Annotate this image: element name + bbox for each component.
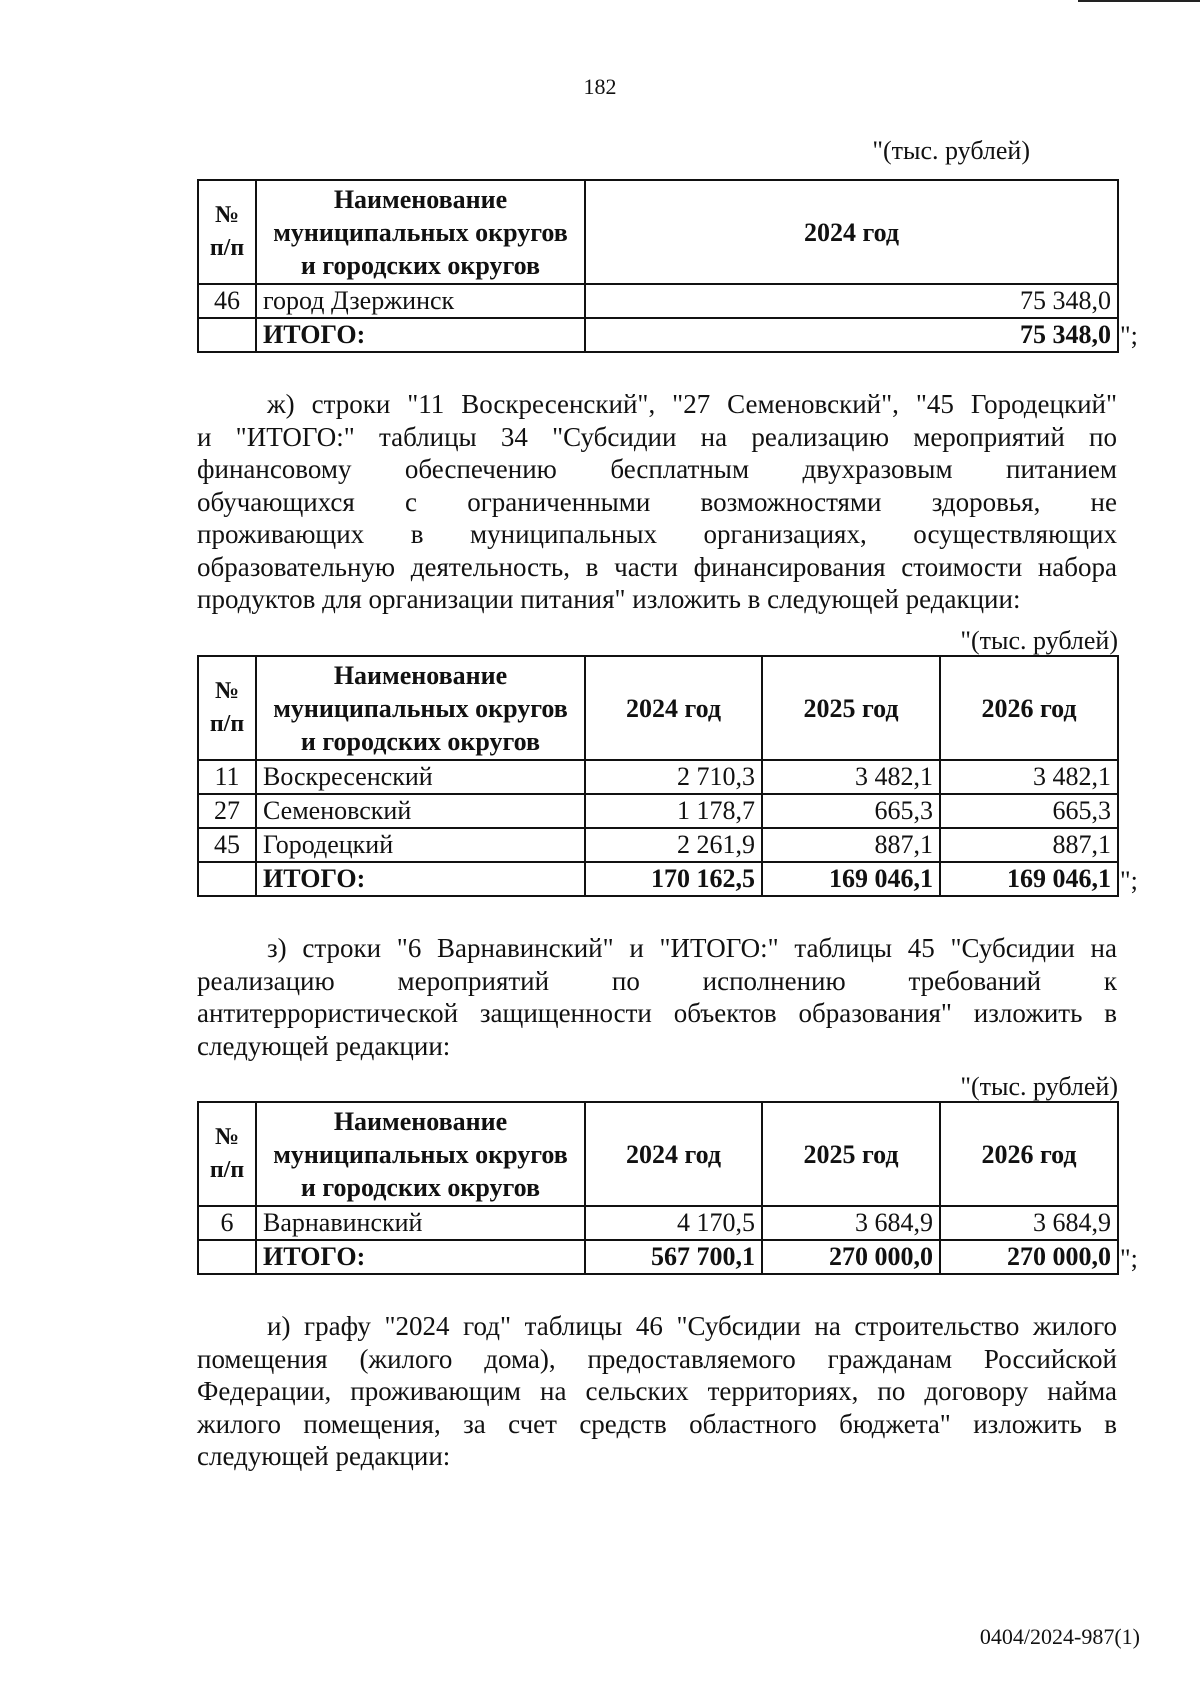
row-number: 45 (198, 828, 256, 862)
row-value-2024: 2 710,3 (585, 760, 762, 794)
row-name: Воскресенский (256, 760, 585, 794)
row-value-2024: 2 261,9 (585, 828, 762, 862)
paragraph-line: финансовому обеспечению бесплатным двухразовым питанием (197, 454, 1117, 484)
paragraph-line: и "ИТОГО:" таблицы 34 "Субсидии на реализацию мероприятий по (197, 421, 1117, 452)
paragraph-line: следующей редакции: (197, 1441, 451, 1471)
col-header-2025: 2025 год (762, 656, 940, 760)
row-name: Семеновский (256, 794, 585, 828)
table-total-row (198, 1240, 1118, 1274)
row-value-2025: 3 684,9 (762, 1206, 940, 1240)
paragraph-line: продуктов для организации питания" изложить в следующей редакции: (197, 584, 1021, 614)
total-label: ИТОГО: (256, 1240, 585, 1274)
paragraph-z (197, 932, 1117, 1062)
unit-label: "(тыс. рублей) (872, 136, 1030, 165)
total-value-2025: 270 000,0 (762, 1240, 940, 1274)
paragraph-zh (197, 388, 1117, 616)
paragraph-line: обучающихся с ограниченными возможностями здоровья, не (197, 486, 1117, 517)
col-header-no: № п/п (198, 1102, 256, 1206)
row-number: 46 (198, 284, 256, 318)
row-value-2024: 4 170,5 (585, 1206, 762, 1240)
paragraph-line: образовательную деятельность, в части финансирования стоимости набора (197, 551, 1117, 582)
row-value-2025: 665,3 (762, 794, 940, 828)
paragraph-line: и) графу "2024 год" таблицы 46 "Субсидии на строительство жилого (267, 1311, 1117, 1341)
paragraph-line: реализацию мероприятий по исполнению требований к (197, 965, 1117, 996)
col-header-2024: 2024 год (585, 180, 1118, 284)
col-header-2026: 2026 год (940, 1102, 1118, 1206)
quote-close: "; (1120, 1244, 1138, 1273)
empty-cell (198, 862, 256, 896)
total-value-2024: 75 348,0 (585, 318, 1118, 352)
table-34-nutrition (197, 655, 1119, 897)
corner-mark (1078, 0, 1200, 2)
page-number: 182 (583, 74, 617, 99)
row-name: Городецкий (256, 828, 585, 862)
total-value-2025: 169 046,1 (762, 862, 940, 896)
row-name: город Дзержинск (256, 284, 585, 318)
row-value-2026: 3 684,9 (940, 1206, 1118, 1240)
row-value-2025: 3 482,1 (762, 760, 940, 794)
table-46-dzerzhinsk (197, 179, 1119, 353)
paragraph-line: жилого помещения, за счет средств областного бюджета" изложить в (197, 1408, 1117, 1439)
unit-label: "(тыс. рублей) (960, 626, 1118, 655)
row-value-2026: 665,3 (940, 794, 1118, 828)
paragraph-line: антитеррористической защищенности объектов образования" изложить в (197, 998, 1117, 1028)
col-header-2024: 2024 год (585, 1102, 762, 1206)
table-45-antiterror (197, 1101, 1119, 1275)
row-number: 27 (198, 794, 256, 828)
col-header-name: Наименование муниципальных округов и городских округов (256, 1102, 585, 1206)
quote-close: "; (1120, 866, 1138, 895)
total-value-2026: 270 000,0 (940, 1240, 1118, 1274)
col-header-2024: 2024 год (585, 656, 762, 760)
document-code: 0404/2024-987(1) (979, 1624, 1140, 1649)
table-total-row (198, 318, 1118, 352)
quote-close: "; (1120, 321, 1138, 350)
row-value-2024: 75 348,0 (585, 284, 1118, 318)
row-name: Варнавинский (256, 1206, 585, 1240)
row-value-2026: 3 482,1 (940, 760, 1118, 794)
paragraph-line: ж) строки "11 Воскресенский", "27 Семеновский", "45 Городецкий" (267, 389, 1117, 419)
col-header-no: № п/п (198, 180, 256, 284)
paragraph-line: следующей редакции: (197, 1030, 451, 1061)
paragraph-line: з) строки "6 Варнавинский" и "ИТОГО:" таблицы 45 "Субсидии на (267, 933, 1117, 963)
total-value-2026: 169 046,1 (940, 862, 1118, 896)
row-number: 11 (198, 760, 256, 794)
unit-label: "(тыс. рублей) (960, 1072, 1118, 1101)
col-header-2026: 2026 год (940, 656, 1118, 760)
col-header-2025: 2025 год (762, 1102, 940, 1206)
paragraph-line: проживающих в муниципальных организациях, осуществляющих (197, 519, 1117, 549)
table-row (198, 1206, 1118, 1240)
col-header-name: Наименование муниципальных округов и городских округов (256, 656, 585, 760)
row-value-2025: 887,1 (762, 828, 940, 862)
table-row (198, 828, 1118, 862)
paragraph-i (197, 1310, 1117, 1473)
row-value-2026: 887,1 (940, 828, 1118, 862)
total-label: ИТОГО: (256, 862, 585, 896)
total-label: ИТОГО: (256, 318, 585, 352)
empty-cell (198, 318, 256, 352)
col-header-name: Наименование муниципальных округов и городских округов (256, 180, 585, 284)
table-row (198, 284, 1118, 318)
row-value-2024: 1 178,7 (585, 794, 762, 828)
paragraph-line: Федерации, проживающим на сельских территориях, по договору найма (197, 1376, 1117, 1406)
table-row (198, 760, 1118, 794)
paragraph-line: помещения (жилого дома), предоставляемого гражданам Российской (197, 1343, 1117, 1374)
row-number: 6 (198, 1206, 256, 1240)
col-header-no: № п/п (198, 656, 256, 760)
empty-cell (198, 1240, 256, 1274)
table-row (198, 794, 1118, 828)
total-value-2024: 567 700,1 (585, 1240, 762, 1274)
table-total-row (198, 862, 1118, 896)
total-value-2024: 170 162,5 (585, 862, 762, 896)
